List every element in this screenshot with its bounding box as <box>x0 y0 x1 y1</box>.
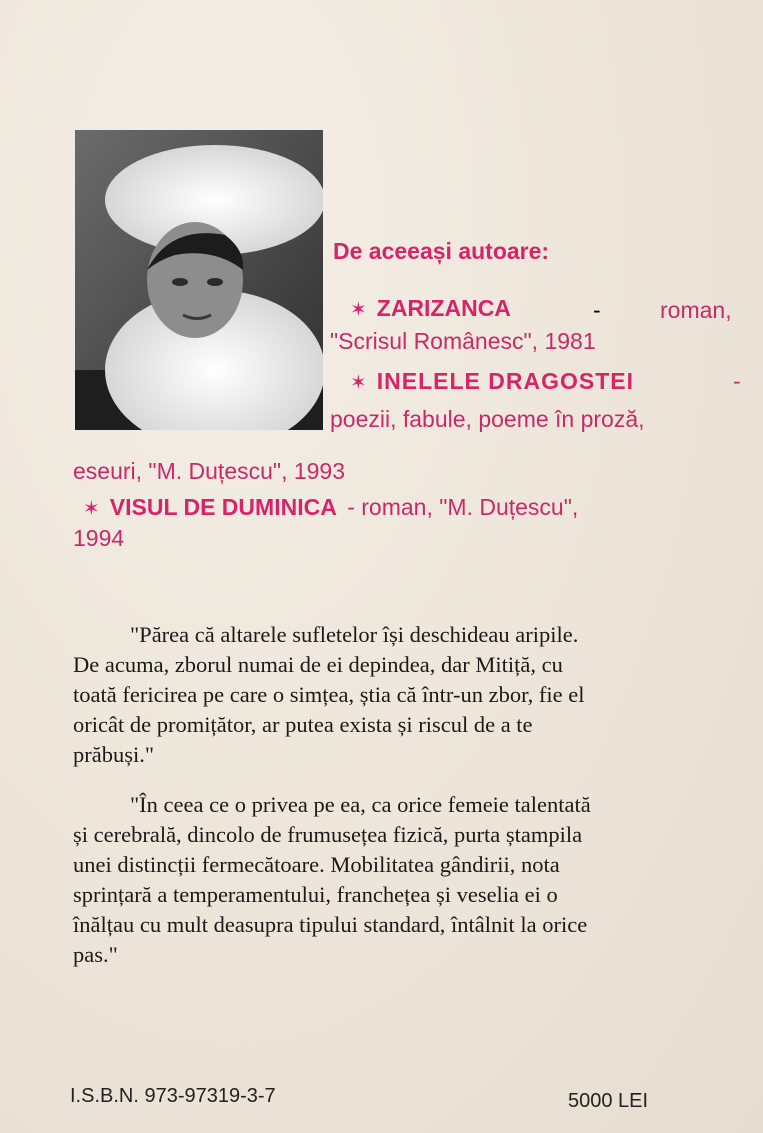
quote-line: și cerebrală, dincolo de frumusețea fizică, purta ștampila <box>73 822 583 847</box>
price-label: 5000 LEI <box>568 1090 649 1112</box>
quote-line: "Părea că altarele sufletelor își deschideau aripile. <box>130 622 579 647</box>
star-bullet-icon: ✶ <box>350 372 367 394</box>
other-works-heading: De aceeași autoare: <box>333 238 550 264</box>
quote-line: toată fericirea pe care o simțea, știa că într-un zbor, fie el <box>73 682 585 707</box>
quote-paragraph-1 <box>73 620 743 770</box>
book-separator: - <box>347 494 355 520</box>
author-photo <box>75 130 323 430</box>
star-bullet-icon: ✶ <box>350 299 367 321</box>
book-line-visul <box>83 494 578 521</box>
book-details: poezii, fabule, poeme în proză, <box>330 406 645 432</box>
book-details: roman, <box>660 297 732 323</box>
quote-line: prăbuși." <box>73 742 155 767</box>
book-details: "Scrisul Românesc", 1981 <box>330 328 596 354</box>
book-line-zarizanca <box>350 295 511 322</box>
quote-line: De acuma, zborul numai de ei depindea, dar Mitiță, cu <box>73 652 563 677</box>
book-title: INELELE DRAGOSTEI <box>376 368 635 394</box>
book-title: VISUL DE DUMINICA <box>109 494 337 520</box>
quote-line: pas." <box>73 942 118 967</box>
book-details: eseuri, "M. Duțescu", 1993 <box>73 458 346 484</box>
author-portrait-image <box>75 130 323 430</box>
book-separator: - <box>733 368 741 394</box>
book-details: 1994 <box>73 525 125 551</box>
star-bullet-icon: ✶ <box>83 498 100 520</box>
quote-line: unei distincții fermecătoare. Mobilitatea gândirii, nota <box>73 852 560 877</box>
quote-line: oricât de promițător, ar putea exista și riscul de a te <box>73 712 533 737</box>
quote-paragraph-2 <box>73 790 743 970</box>
quote-line: "În ceea ce o privea pe ea, ca orice femeie talentată <box>130 792 591 817</box>
book-line-inelele <box>350 368 634 395</box>
quote-line: sprințară a temperamentului, franchețea și veselia ei o <box>73 882 558 907</box>
book-title: ZARIZANCA <box>376 295 511 321</box>
book-details: roman, "M. Duțescu", <box>361 494 579 520</box>
quote-line: înălțau cu mult deasupra tipului standard, întâlnit la orice <box>73 912 588 937</box>
book-separator: - <box>593 297 601 323</box>
isbn-number: I.S.B.N. 973-97319-3-7 <box>70 1085 276 1107</box>
